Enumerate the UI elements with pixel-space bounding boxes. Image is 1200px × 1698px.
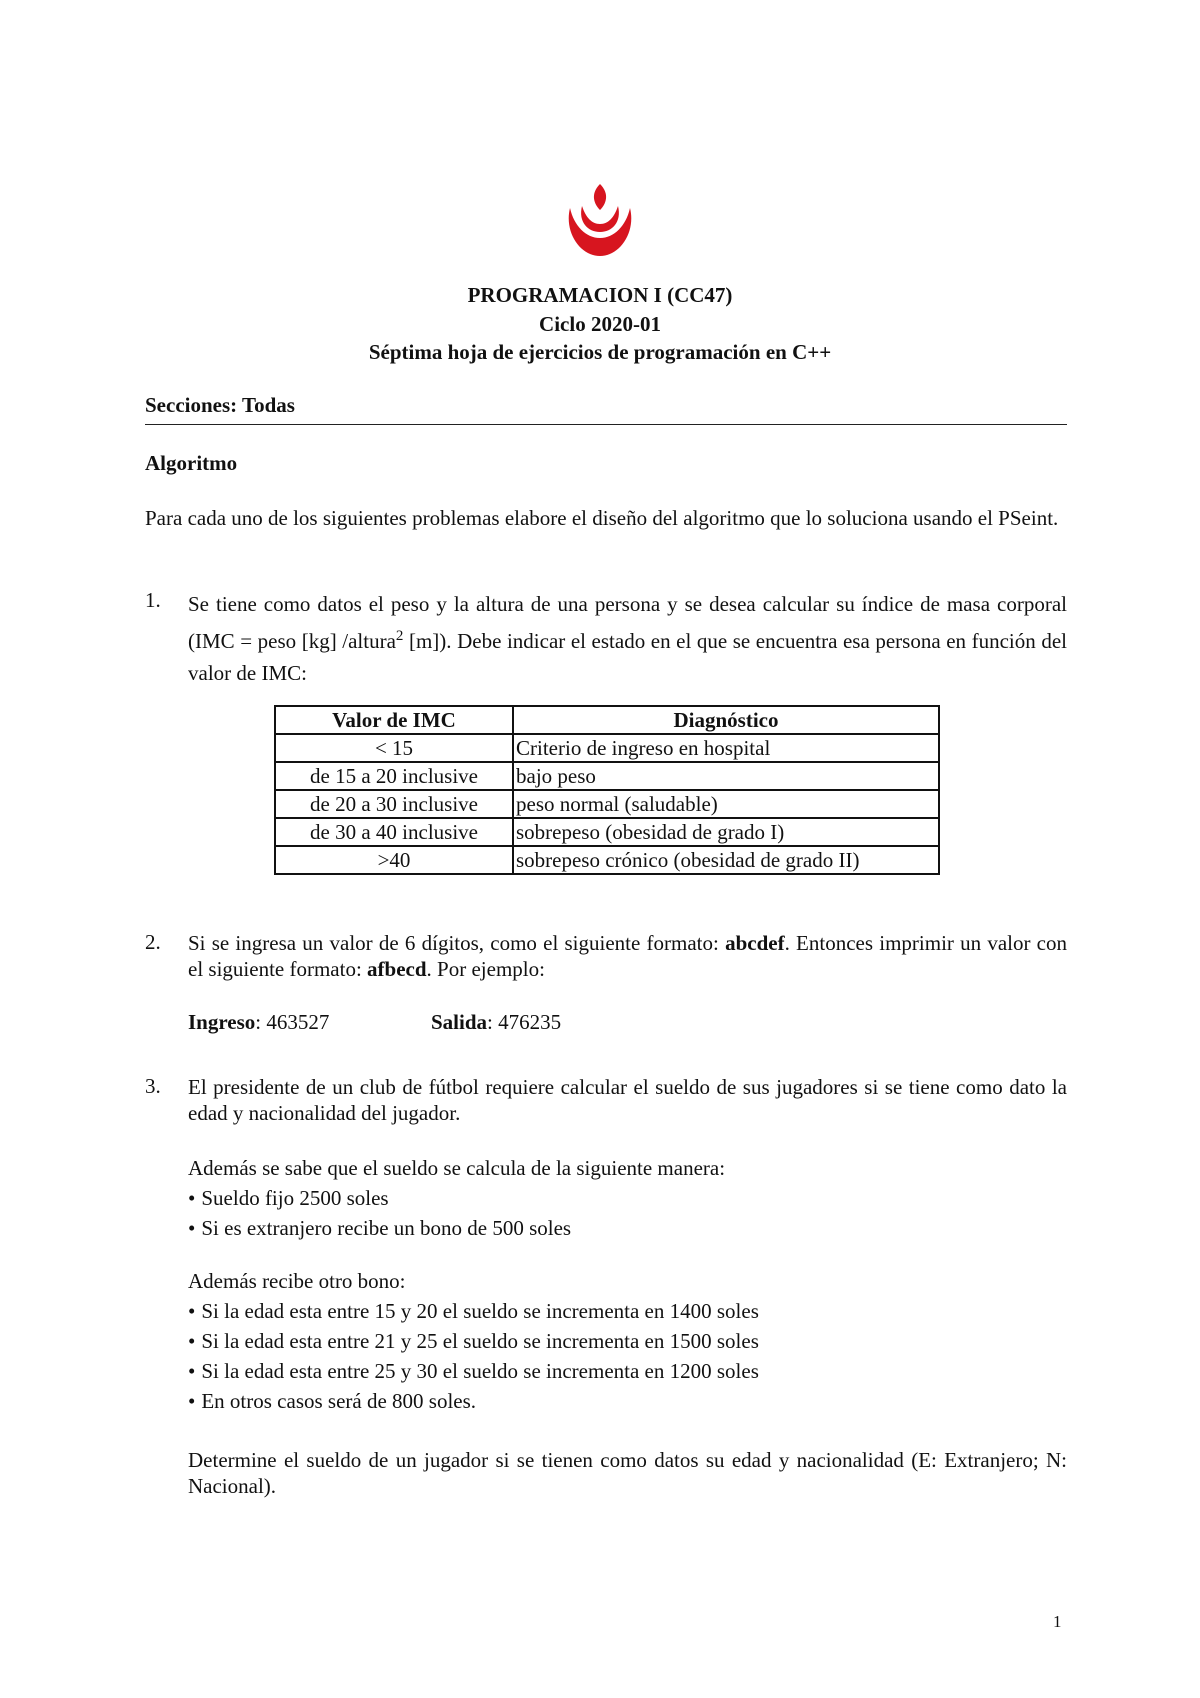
problem-3-number: 3. [145, 1074, 161, 1098]
list-item: • Sueldo fijo 2500 soles [188, 1183, 571, 1213]
table-row [275, 818, 939, 846]
list-item: • Si es extranjero recibe un bono de 500 soles [188, 1213, 571, 1243]
table-header-row [275, 706, 939, 734]
problem-3-conclusion: Determine el sueldo de un jugador si se tienen como datos su edad y nacionalidad (E: Extranjero; N: Nacional). [188, 1448, 1067, 1498]
bonus-intro: Además recibe otro bono: [188, 1269, 406, 1293]
column-header: Valor de IMC [275, 706, 513, 734]
output-value: : 476235 [487, 1010, 562, 1034]
course-title: PROGRAMACION I (CC47) [467, 283, 733, 307]
table-row [275, 846, 939, 874]
table-row [275, 790, 939, 818]
page-number: 1 [1053, 1612, 1062, 1631]
problem-1-text: Se tiene como datos el peso y la altura de una persona y se desea calcular su índice de masa corporal (IMC = peso [kg] /altura$^2$ [m]). Debe indicar el estado en el que se encuentra esa persona en función del valor de IMC: [188, 592, 1067, 685]
problem-3-text: El presidente de un club de fútbol requiere calcular el sueldo de sus jugadores si se tiene como dato la edad y nacionalidad del jugador. [188, 1075, 1067, 1125]
problem-1-number: 1. [145, 588, 161, 612]
imc-range-cell: < 15 [275, 734, 513, 762]
header-divider [145, 424, 1067, 425]
salary-intro: Además se sabe que el sueldo se calcula de la siguiente manera: [188, 1156, 726, 1180]
output-example [431, 1010, 561, 1035]
imc-table [274, 705, 940, 875]
diagnosis-cell: sobrepeso crónico (obesidad de grado II) [513, 846, 939, 874]
output-format: afbecd [367, 957, 427, 981]
table-row [275, 762, 939, 790]
salary-list [188, 1183, 571, 1243]
problem-2-text: Si se ingresa un valor de 6 dígitos, como el siguiente formato: abcdef. Entonces imprimir un valor con el siguiente formato: afbecd. Por ejemplo: [188, 931, 1068, 981]
input-format: abcdef [725, 931, 785, 955]
input-value: : 463527 [255, 1010, 330, 1034]
example-line [188, 1010, 562, 1035]
imc-range-cell: de 30 a 40 inclusive [275, 818, 513, 846]
bonus-list [188, 1296, 759, 1416]
sections-label: Secciones: Todas [145, 393, 295, 417]
imc-range-cell: >40 [275, 846, 513, 874]
list-item: • Si la edad esta entre 25 y 30 el sueldo se incrementa en 1200 soles [188, 1356, 759, 1386]
section-heading-algorithm: Algoritmo [145, 451, 238, 475]
list-item: • Si la edad esta entre 21 y 25 el sueldo se incrementa en 1500 soles [188, 1326, 759, 1356]
sheet-subtitle: Séptima hoja de ejercicios de programación en C++ [368, 340, 832, 364]
diagnosis-cell: bajo peso [513, 762, 939, 790]
diagnosis-cell: peso normal (saludable) [513, 790, 939, 818]
input-label: Ingreso [188, 1010, 256, 1034]
intro-paragraph: Para cada uno de los siguientes problemas elabore el diseño del algoritmo que lo soluciona usando el PSeint. [145, 506, 1059, 530]
output-label: Salida [431, 1010, 488, 1034]
imc-range-cell: de 15 a 20 inclusive [275, 762, 513, 790]
list-item: • En otros casos será de 800 soles. [188, 1386, 759, 1416]
diagnosis-cell: sobrepeso (obesidad de grado I) [513, 818, 939, 846]
problem-2-number: 2. [145, 930, 161, 954]
exponent: 2 [395, 628, 404, 644]
cycle-title: Ciclo 2020-01 [539, 312, 661, 336]
imc-range-cell: de 20 a 30 inclusive [275, 790, 513, 818]
column-header: Diagnóstico [513, 706, 939, 734]
list-item: • Si la edad esta entre 15 y 20 el sueldo se incrementa en 1400 soles [188, 1296, 759, 1326]
diagnosis-cell: Criterio de ingreso en hospital [513, 734, 939, 762]
table-row [275, 734, 939, 762]
university-logo [560, 180, 640, 260]
